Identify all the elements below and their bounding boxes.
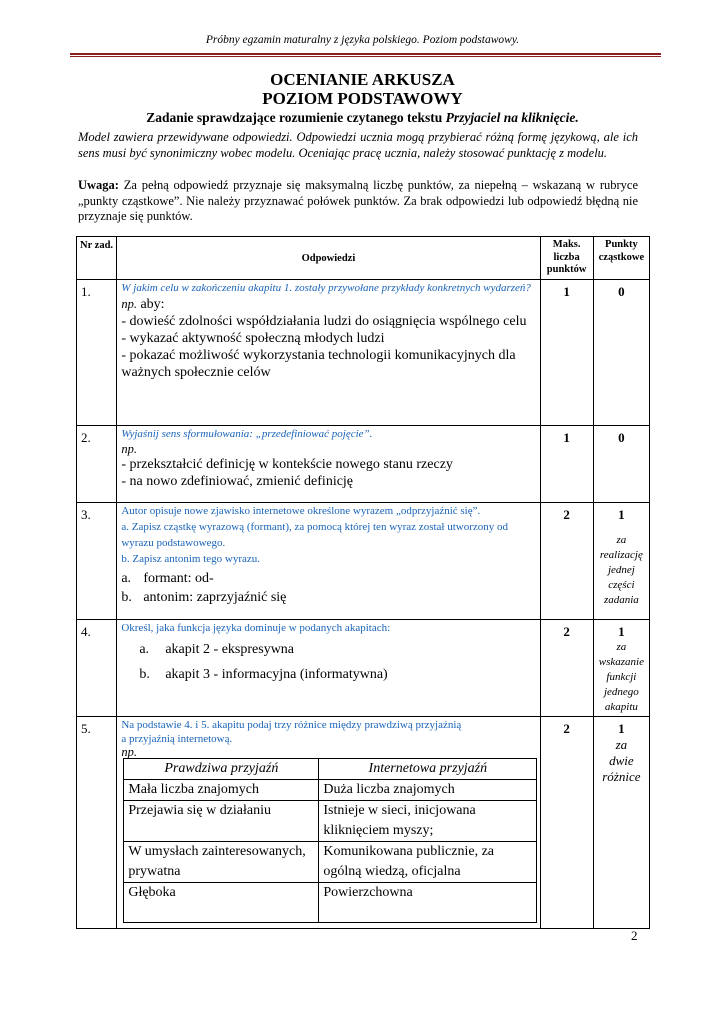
task-question: Autor opisuje nowe zjawisko internetowe określone wyrazem „odprzyjaźnić się”. <box>121 505 481 517</box>
comparison-cell: Powierzchowna <box>319 883 537 923</box>
task-question-part-b: b. Zapisz antonim tego wyrazu. <box>121 553 261 565</box>
comparison-cell: Przejawia się w działaniu <box>124 801 319 842</box>
comparison-cell: Mała liczba znajomych <box>124 780 319 801</box>
column-header-real: Prawdziwa przyjaźń <box>124 759 319 780</box>
partial-points-cell <box>593 280 649 426</box>
table-row <box>77 503 650 620</box>
max-points: 1 <box>540 280 593 426</box>
comparison-row <box>124 780 537 801</box>
comparison-row <box>124 883 537 923</box>
partial-points-desc: za wskazanie funkcji jednego akapitu <box>598 641 644 713</box>
answer-line: - przekształcić definicję w kontekście nowego stanu rzeczy <box>121 457 453 472</box>
table-header-row <box>77 237 650 280</box>
comparison-cell: Duża liczba znajomych <box>319 780 537 801</box>
partial-points-cell <box>593 426 649 503</box>
partial-points-desc: za dwie różnice <box>602 737 641 784</box>
answer-letter: b. <box>121 590 132 605</box>
table-row <box>77 717 650 929</box>
task-answer-cell <box>117 620 540 717</box>
comparison-cell: Głęboka <box>124 883 319 923</box>
task-answer-cell <box>117 426 540 503</box>
note-label: Uwaga: <box>78 178 119 192</box>
note-text: Za pełną odpowiedź przyznaje się maksymalną liczbę punktów, za niepełną – wskazaną w rubryce „punkty cząstkowe”. Nie należy przyznawać połówek punktów. Za brak odpowiedzi lub odpowiedź błędną nie przyznaje się punktów. <box>78 178 638 223</box>
max-points: 2 <box>540 620 593 717</box>
answer-line <box>117 570 539 587</box>
page-header: Próbny egzamin maturalny z języka polskiego. Poziom podstawowy. <box>205 34 520 46</box>
header-partial-points: Punkty cząstkowe <box>593 237 649 280</box>
answer-line <box>117 589 539 606</box>
np-label: np. <box>121 297 137 311</box>
answer-letter: a. <box>139 642 150 657</box>
task-question-cont: a przyjaźnią internetową. <box>121 733 233 745</box>
intro-paragraph: Model zawiera przewidywane odpowiedzi. Odpowiedzi ucznia mogą przybierać różną formę językową, ale ich sens musi być synonimiczny wobec modelu. Oceniając pracę ucznia, należy stosować punktację z modelu. <box>78 130 638 160</box>
comparison-cell: Komunikowana publicznie, za ogólną wiedzą, oficjalna <box>319 842 537 883</box>
max-points: 2 <box>540 717 593 929</box>
task-number: 4. <box>77 620 117 717</box>
comparison-header-row <box>124 759 537 780</box>
np-label: np. <box>121 745 137 759</box>
answer-line: - wykazać aktywność społeczną młodych ludzi <box>121 331 385 346</box>
friendship-comparison-table <box>123 758 537 923</box>
task-question: Wyjaśnij sens sformułowania: „przedefiniować pojęcie”. <box>121 428 373 440</box>
np-label: np. <box>121 442 137 456</box>
answer-line <box>117 641 539 658</box>
np-tail: aby: <box>136 297 165 312</box>
answer-key-table <box>76 236 650 929</box>
task-number: 3. <box>77 503 117 620</box>
answer-text: akapit 3 - informacyjna (informatywna) <box>165 667 388 682</box>
partial-points: 1 <box>618 624 625 639</box>
task-question-part-a: a. Zapisz cząstkę wyrazową (formant), za pomocą której ten wyraz został utworzony od wyrazu podstawowego. <box>121 521 509 549</box>
answer-text: akapit 2 - ekspresywna <box>165 642 295 657</box>
comparison-cell: W umysłach zainteresowanych, prywatna <box>124 842 319 883</box>
partial-points-desc: za realizację jednej części zadania <box>599 534 643 606</box>
answer-letter: a. <box>121 571 132 586</box>
task-number: 5. <box>77 717 117 929</box>
answer-line <box>117 666 539 683</box>
task-answer-cell <box>117 280 540 426</box>
table-row <box>77 426 650 503</box>
partial-points: 1 <box>618 507 625 522</box>
partial-points-cell <box>593 717 649 929</box>
partial-points: 1 <box>618 721 625 736</box>
header-answers: Odpowiedzi <box>117 237 540 280</box>
partial-points: 0 <box>618 430 625 445</box>
page-number: 2 <box>631 928 638 943</box>
note-paragraph <box>78 178 638 225</box>
task-question: W jakim celu w zakończeniu akapitu 1. zostały przywołane przykłady konkretnych wydarzeń? <box>121 282 531 294</box>
partial-points-cell <box>593 503 649 620</box>
subtitle-text: Zadanie sprawdzające rozumienie czytanego tekstu <box>146 110 443 125</box>
comparison-row <box>124 842 537 883</box>
task-question: Na podstawie 4. i 5. akapitu podaj trzy różnice między prawdziwą przyjaźnią <box>121 719 462 731</box>
table-row <box>77 280 650 426</box>
doc-title: OCENIANIE ARKUSZA <box>270 70 455 89</box>
header-rule-thin <box>70 56 661 57</box>
comparison-cell: Istnieje w sieci, inicjowana kliknięciem myszy; <box>319 801 537 842</box>
header-rule <box>70 53 661 55</box>
answer-line: - pokazać możliwość wykorzystania technologii komunikacyjnych dla ważnych społecznie celów <box>121 348 516 380</box>
partial-points: 0 <box>618 284 625 299</box>
doc-title-level: POZIOM PODSTAWOWY <box>262 89 463 108</box>
max-points: 2 <box>540 503 593 620</box>
task-question: Określ, jaka funkcja języka dominuje w podanych akapitach: <box>121 622 391 634</box>
answer-line: - na nowo zdefiniować, zmienić definicję <box>121 474 354 489</box>
doc-subtitle <box>0 110 725 126</box>
answer-text: antonim: zaprzyjaźnić się <box>143 590 287 605</box>
answer-letter: b. <box>139 667 150 682</box>
max-points: 1 <box>540 426 593 503</box>
comparison-row <box>124 801 537 842</box>
column-header-internet: Internetowa przyjaźń <box>319 759 537 780</box>
task-number: 1. <box>77 280 117 426</box>
header-max-points: Maks. liczba punktów <box>540 237 593 280</box>
answer-intro <box>117 296 539 313</box>
header-nr: Nr zad. <box>77 237 117 280</box>
subtitle-text-title: Przyjaciel na kliknięcie. <box>445 110 579 125</box>
answer-text: formant: od- <box>143 571 214 586</box>
partial-points-cell <box>593 620 649 717</box>
table-row <box>77 620 650 717</box>
task-number: 2. <box>77 426 117 503</box>
task-answer-cell <box>117 503 540 620</box>
answer-line: - dowieść zdolności współdziałania ludzi do osiągnięcia wspólnego celu <box>121 314 527 329</box>
task-answer-cell <box>117 717 540 929</box>
